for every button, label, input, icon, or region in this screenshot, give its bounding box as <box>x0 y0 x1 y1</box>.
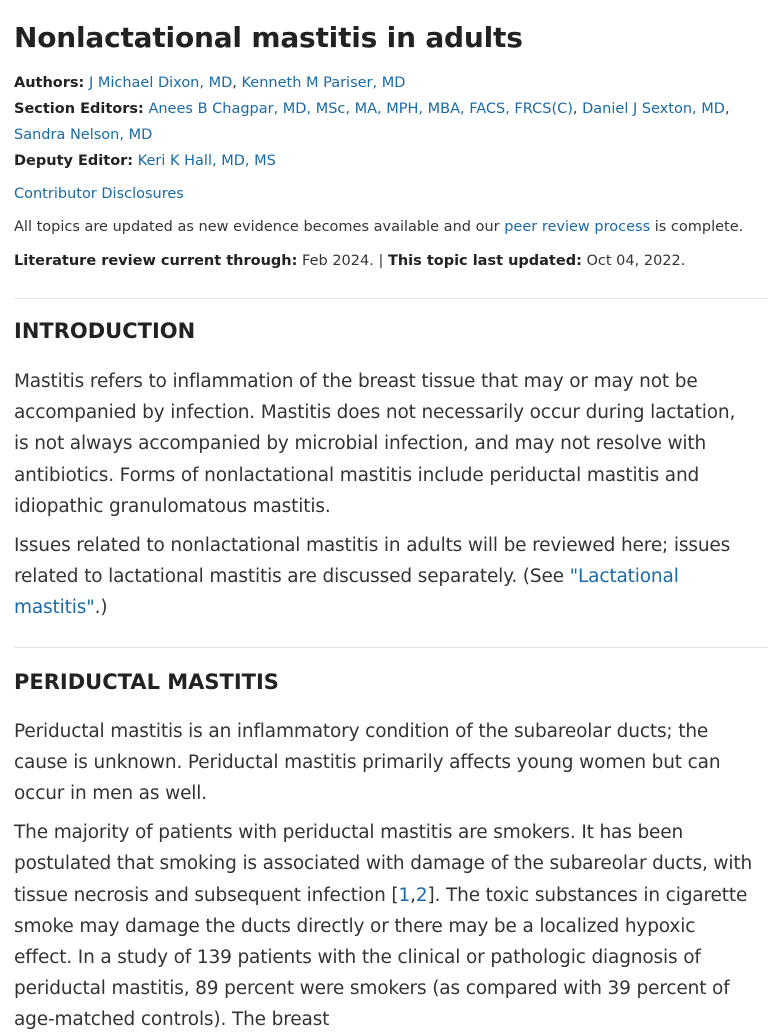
section-heading-periductal-mastitis: PERIDUCTAL MASTITIS <box>14 669 279 694</box>
update-note-end: is complete. <box>650 219 744 235</box>
deputy-editor-link[interactable]: Keri K Hall, MD, MS <box>137 153 276 169</box>
section-editors-line: Section Editors: Anees B Chagpar, MD, MSc, MA, MPH, MBA, FACS, FRCS(C), Daniel J Sexton, MD, Sandra Nelson, MD <box>14 101 730 143</box>
authors-line: Authors: J Michael Dixon, MD, Kenneth M Pariser, MD <box>14 75 406 91</box>
meta-separator: | <box>378 253 384 269</box>
intro-paragraph-1: Mastitis refers to inflammation of the breast tissue that may or may not be accompanied by infection. Mastitis does not necessarily occur during lactation, is not always accompanied by microbial infection, and may not resolve with antibiotics. Forms of nonlactational mastitis include periductal mastitis and idiopathic granulomatous mastitis. <box>14 371 736 517</box>
section-heading-introduction: INTRODUCTION <box>14 319 196 343</box>
reference-link-2[interactable]: 2 <box>415 884 428 906</box>
deputy-editor-label: Deputy Editor: <box>14 153 134 169</box>
literature-review-line <box>14 248 754 274</box>
contributor-disclosures-link[interactable]: Contributor Disclosures <box>14 186 184 202</box>
periductal-paragraph-2 <box>14 817 754 1035</box>
peer-review-link[interactable]: peer review process <box>504 219 651 235</box>
literature-review-label: Literature review current through: <box>14 253 298 269</box>
last-updated-date: Oct 04, 2022. <box>586 253 686 269</box>
editor-link-chagpar[interactable]: Anees B Chagpar, MD, MSc, MA, MPH, MBA, FACS, FRCS(C) <box>148 101 573 117</box>
editor-link-sexton[interactable]: Daniel J Sexton, MD <box>582 101 725 117</box>
update-note-text: All topics are updated as new evidence becomes available and our <box>14 219 505 235</box>
author-link-pariser[interactable]: Kenneth M Pariser, MD <box>241 75 406 91</box>
deputy-editor-line <box>14 148 754 174</box>
author-link-dixon[interactable]: J Michael Dixon, MD <box>88 75 233 91</box>
intro-paragraph-2 <box>14 530 754 624</box>
update-note <box>14 214 754 240</box>
lactational-mastitis-link[interactable]: "Lactational mastitis" <box>14 566 679 619</box>
intro-paragraph-2-text: Issues related to nonlactational mastitis in adults will be reviewed here; issues related to lactational mastitis are discussed separately. (See <box>14 535 731 588</box>
periductal-paragraph-2-text: The majority of patients with periductal mastitis are smokers. It has been postulated that smoking is associated with damage of the subareolar ducts, with tissue necrosis and subsequent infection [ <box>14 822 753 906</box>
reference-separator: , <box>410 884 416 906</box>
periductal-paragraph-2-end: ]. The toxic substances in cigarette smoke may damage the ducts directly or there may be a localized hypoxic effect. In a study of 139 patients with the clinical or pathologic diagnosis of periductal mastitis, 89 percent were smokers (as compared with 39 percent of age-matched controls). The breast <box>14 884 748 1031</box>
page-title: Nonlactational mastitis in adults <box>14 21 523 54</box>
section-editors-label: Section Editors: <box>14 101 144 117</box>
editor-link-nelson[interactable]: Sandra Nelson, MD <box>14 127 153 143</box>
last-updated-label: This topic last updated: <box>387 253 582 269</box>
section-divider <box>14 298 768 299</box>
intro-paragraph-2-end: .) <box>94 597 108 619</box>
periductal-paragraph-1: Periductal mastitis is an inflammatory condition of the subareolar ducts; the cause is unknown. Periductal mastitis primarily affects young women but can occur in men as well. <box>14 720 721 805</box>
disclosures-line <box>14 181 754 207</box>
literature-review-date: Feb 2024. <box>302 253 374 269</box>
section-divider <box>14 647 768 648</box>
reference-link-1[interactable]: 1 <box>398 884 411 906</box>
authors-label: Authors: <box>14 75 85 91</box>
